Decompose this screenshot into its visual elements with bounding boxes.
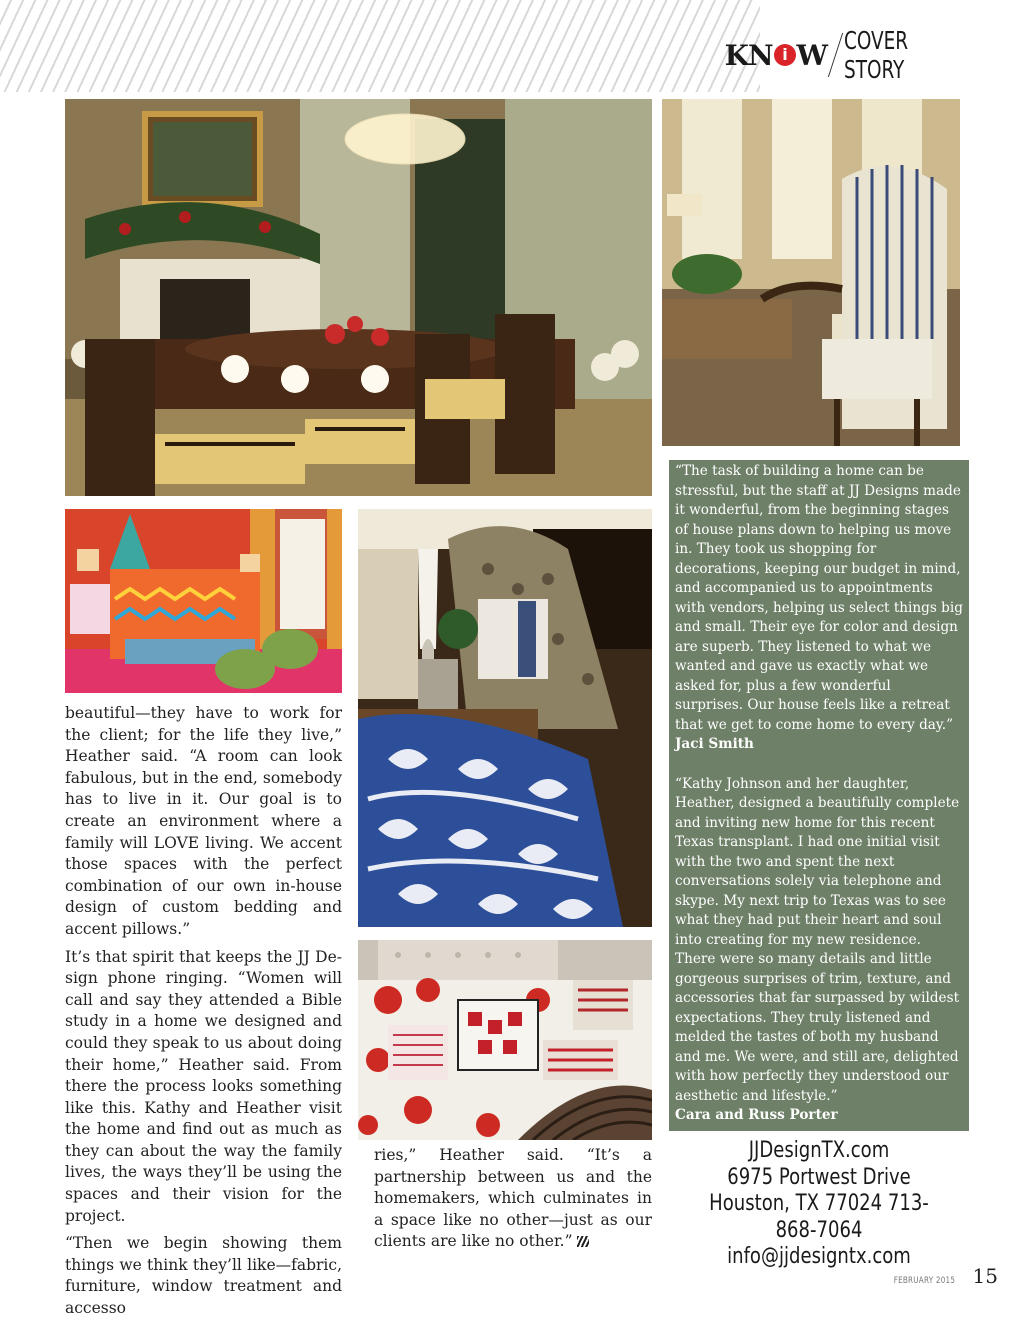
article-paragraph: It’s that spirit that keeps the JJ Design phone ringing. “Women will call and say they attended a Bible study in a home we designed and could they speak to us about doing their home,” Heather said. From there the process looks something like this. Kathy and Heather visit the home and find out as much as they can about the way the family lives, the ways they’ll be using the spaces and their vision for the project. (65, 947, 342, 1225)
testimonial-quote: “The task of building a home can be stressful, but the staff at JJ Designs made it wonderful, from the beginning stages of house plans down to helping us move in. They took us shopping for decorations, keeping our budget in mind, and accompanied us to appointments with vendors, helping us select things big and small. Their eye for color and design are superb. They listened to what we wanted and gave us exactly what we asked for, plus a few wonderful surprises. Our house feels like a retreat that we get to come home to every day.” (675, 463, 963, 733)
logo-i-icon: i (774, 44, 796, 66)
patterned-armchair-photo (358, 509, 652, 927)
dining-room-photo (65, 99, 652, 496)
magazine-logo (725, 39, 827, 72)
article-paragraph: beautiful—they have to work for the client; for the life they live,” Heather said. “A room can look fabulous, but in the end, somebody has to live in it. Our goal is to create an environment where a family will LOVE living. We accent those spaces with the perfect combination of our own in-house design of custom bedding and accent pillows.” (65, 704, 342, 938)
logo-text-kn: KN (724, 38, 773, 72)
testimonial-quote: “Kathy Johnson and her daughter, Heather, designed a beautifully complete and inviting new home for this recent Texas transplant. I had one initial visit with the two and spent the next conversations solely via telephone and skype. My next trip to Texas was to see what they had put their heart and soul into creating for my new residence. There were so many details and little gorgeous surprises of trim, texture, and accessories that far surpassed by wildest expectations. They truly listened and melded the tastes of both my husband and me. We were, and still are, delighted with how perfectly they understood our aesthetic and lifestyle.” (675, 775, 960, 1104)
testimonials-box (669, 460, 969, 1131)
section-title: COVER STORY (844, 26, 909, 84)
page-number: 15 (972, 1264, 998, 1288)
page-footer (886, 1264, 998, 1288)
header-stripes (0, 0, 760, 92)
testimonial-author: Jaci Smith (675, 736, 754, 752)
article-column-2 (374, 1145, 652, 1259)
street-address: 6975 Portwest Drive (727, 1164, 911, 1190)
header-divider (828, 33, 843, 77)
city-phone: Houston, TX 77024 713-868-7064 (709, 1191, 929, 1243)
website-link[interactable]: JJDesignTX.com (748, 1138, 890, 1163)
article-paragraph-end (374, 1145, 652, 1253)
living-room-chair-photo (662, 99, 960, 446)
contact-info (669, 1138, 969, 1271)
end-mark-icon (577, 1236, 589, 1247)
article-paragraph: “Then we begin showing them things we think they’ll like—fabric, furniture, window treatment and accesso (65, 1234, 342, 1318)
article-closing-text: ries,” Heather said. “It’s a partnership between us and the homemakers, which culminates in a space like no other—just as our clients are like no other.” (374, 1146, 652, 1251)
red-bedroom-photo (65, 509, 342, 693)
logo-text-w: W (796, 38, 827, 72)
email-link[interactable]: info@jjdesigntx.com (727, 1244, 911, 1269)
testimonial-author: Cara and Russ Porter (675, 1107, 838, 1123)
article-column-1 (65, 703, 342, 1326)
pillows-bed-photo (358, 940, 652, 1140)
issue-date: FEBRUARY 2015 (893, 1276, 955, 1286)
section-header (724, 26, 984, 84)
